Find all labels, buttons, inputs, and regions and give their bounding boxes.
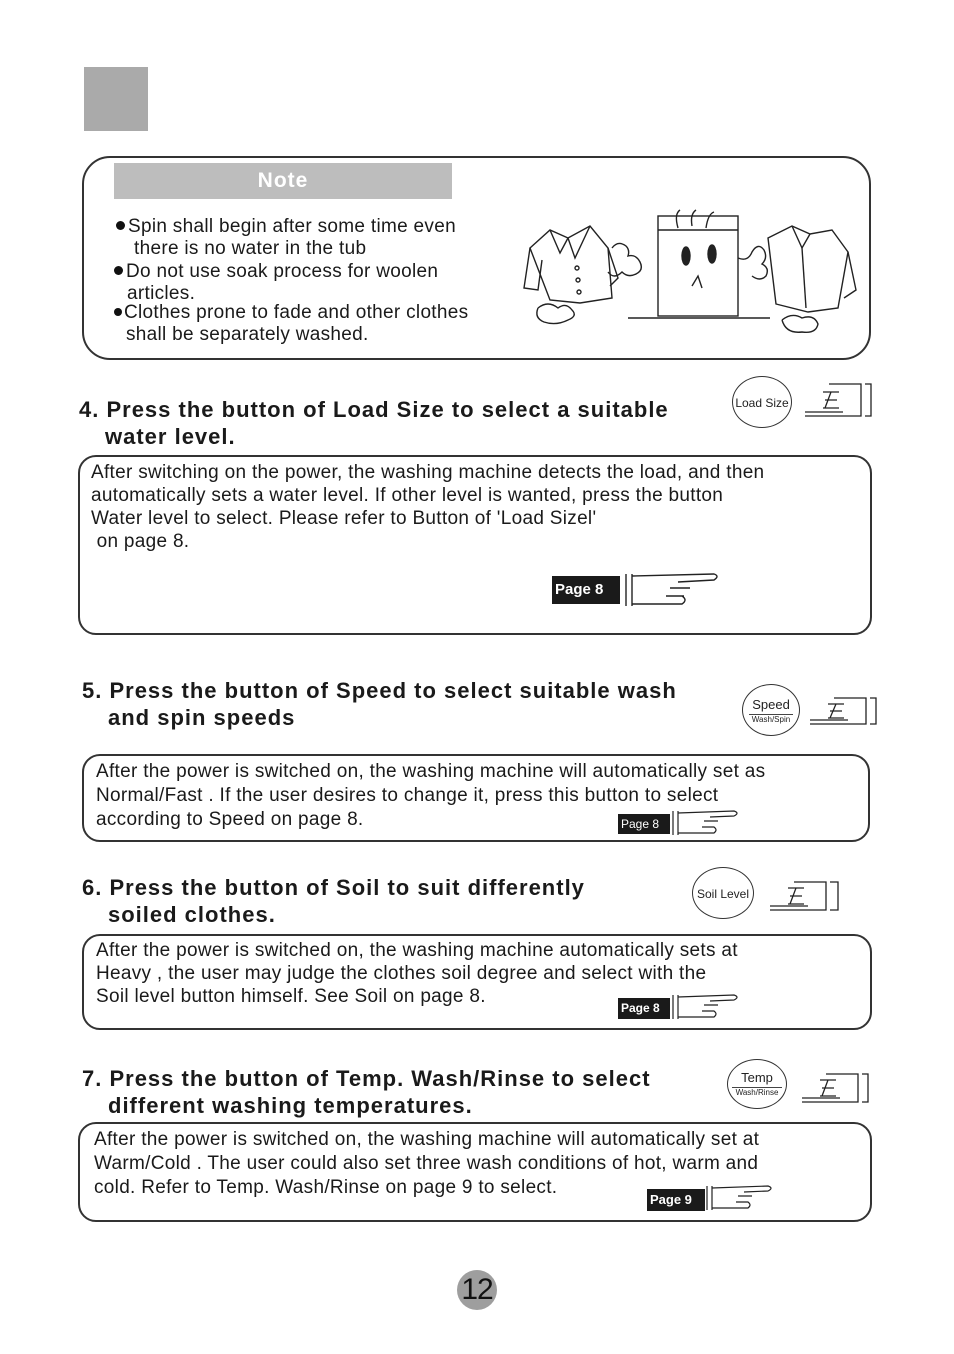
note-bullet-1: Spin shall begin after some time even there is no water in the tub (116, 216, 456, 260)
pointing-hand-icon (670, 808, 740, 838)
note-bullet-2: Do not use soak process for woolen articles. (114, 261, 438, 305)
section-4-heading: 4. Press the button of Load Size to select a suitable water level. (79, 397, 669, 449)
section-5-heading: 5. Press the button of Speed to select suitable wash and spin speeds (82, 678, 677, 730)
washing-machine-cartoon (520, 208, 860, 348)
soil-level-button-icon: Soil Level (692, 867, 754, 919)
pointing-hand-icon (800, 1070, 870, 1104)
page-reference-tag: Page 8 (618, 814, 670, 834)
page-number: 12 (457, 1270, 497, 1310)
pointing-hand-icon (768, 878, 840, 912)
bullet-dot (116, 221, 125, 230)
bullet-dot (114, 308, 122, 316)
page-reference-tag: Page 8 (552, 576, 620, 604)
section-marker-square (84, 67, 148, 131)
section-6-body: After the power is switched on, the washing machine automatically sets at Heavy , the user may judge the clothes soil degree and select with the Soil level button himself. See Soil on page 8. (96, 940, 738, 1007)
section-7-heading: 7. Press the button of Temp. Wash/Rinse to select different washing temperatures. (82, 1066, 651, 1118)
pointing-hand-icon (670, 992, 740, 1022)
section-5-body: After the power is switched on, the washing machine will automatically set as Normal/Fast . If the user desires to change it, press this button to select according to Speed on page 8. (96, 761, 766, 830)
pointing-hand-icon (803, 380, 873, 418)
page-reference-tag: Page 8 (618, 998, 670, 1019)
temp-button-icon: Temp Wash/Rinse (727, 1059, 787, 1109)
load-size-button-icon: Load Size (732, 376, 792, 428)
pointing-hand-icon (808, 694, 878, 726)
section-4-body: After switching on the power, the washing machine detects the load, and then automatically sets a water level. If other level is wanted, press the button Water level to select. Please refer to Button of 'Load Sizel' on page 8. (91, 462, 765, 552)
section-7-body: After the power is switched on, the washing machine will automatically set at Warm/Cold . The user could also set three wash conditions of hot, warm and cold. Refer to Temp. Wash/Rinse on page 9 to select. (94, 1129, 760, 1198)
pointing-hand-icon (704, 1183, 774, 1213)
pointing-hand-icon (622, 570, 722, 610)
note-title: Note (114, 163, 452, 199)
bullet-dot (114, 266, 123, 275)
page-reference-tag: Page 9 (647, 1189, 705, 1211)
speed-button-icon: Speed Wash/Spin (742, 684, 800, 736)
section-6-heading: 6. Press the button of Soil to suit differently soiled clothes. (82, 875, 585, 927)
note-bullet-3: Clothes prone to fade and other clothes shall be separately washed. (114, 302, 468, 346)
